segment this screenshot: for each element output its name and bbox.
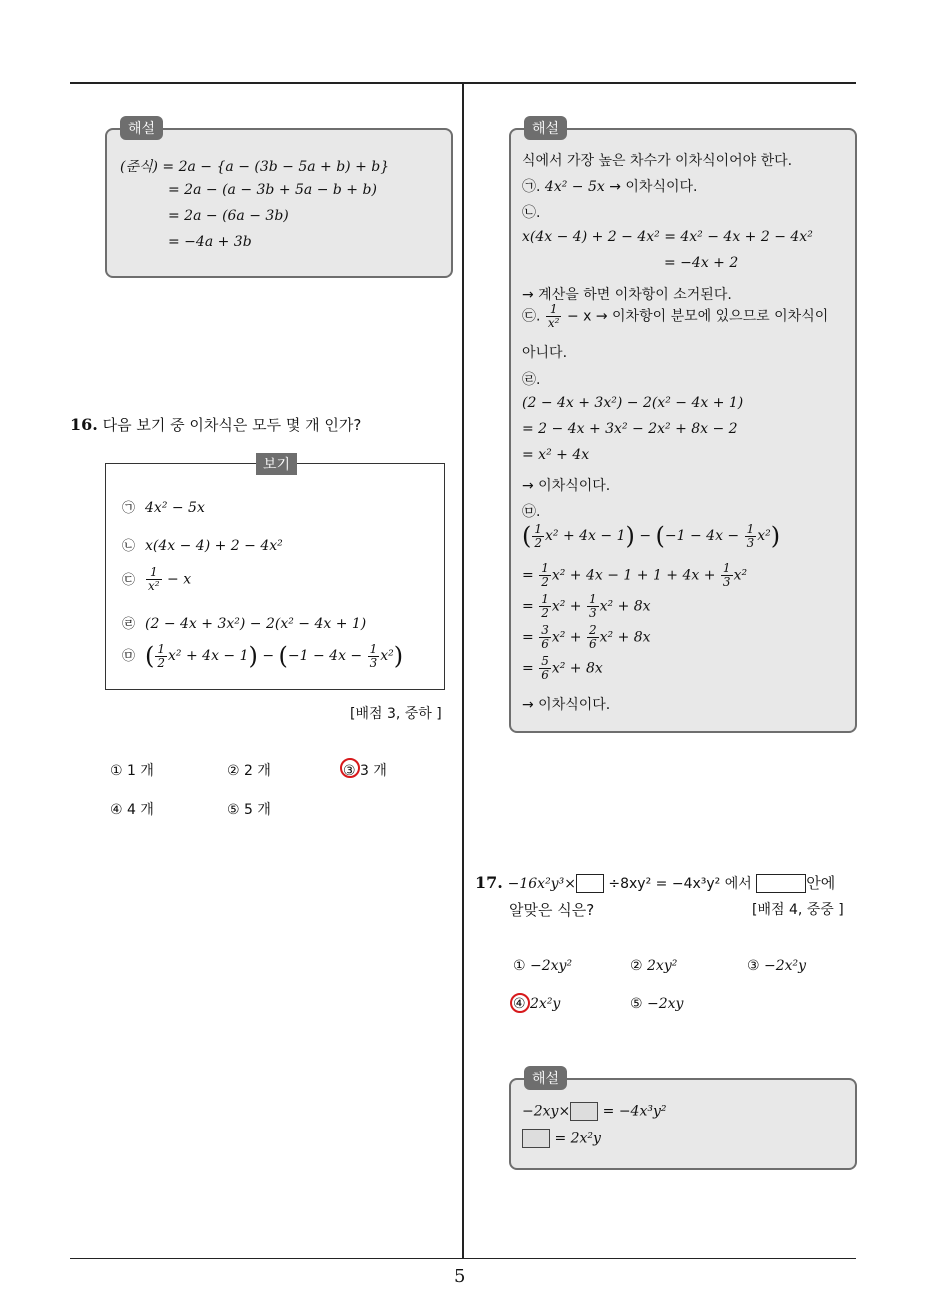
solution-line: = 2a − (6a − 3b) xyxy=(168,208,289,224)
solution-line: = 2a − (a − 3b + 5a − b + b) xyxy=(168,182,377,198)
answer-circle xyxy=(340,758,360,778)
solution-line: = $\frac{3}{6}$ x² + $\frac{2}{6}$ x² + 8x xyxy=(522,623,651,651)
choice-1[interactable]: ① 1 개 xyxy=(110,763,154,779)
column-divider xyxy=(462,84,464,1259)
question-text: 알맞은 식은? xyxy=(509,901,595,919)
example-tag: 보기 xyxy=(256,453,297,475)
choice-4[interactable]: ④ 2x²y xyxy=(513,996,561,1012)
solution-tag: 해설 xyxy=(524,1066,567,1090)
choice-3[interactable]: ③ −2x²y xyxy=(747,958,807,974)
solution-line: = −4a + 3b xyxy=(168,234,252,250)
answer-blank[interactable] xyxy=(576,874,604,893)
solution-line: ㉠. 4x² − 5x → 이차식이다. xyxy=(522,179,698,195)
solution-line: (준식) = 2a − {a − (3b − 5a + b) + b} xyxy=(120,159,390,175)
solution-tag: 해설 xyxy=(524,116,567,140)
solution-line: ㉢. $\frac{1}{\text{x²}}$ − x → 이차항이 분모에 있으므로 이차식이 xyxy=(522,302,829,330)
choice-5[interactable]: ⑤ 5 개 xyxy=(227,802,271,818)
choice-2[interactable]: ② 2 개 xyxy=(227,763,271,779)
solution-line: → 이차식이다. xyxy=(522,697,611,713)
solution-line: = −4x + 2 xyxy=(664,255,739,271)
solution-line: ㉤. xyxy=(522,504,541,520)
solution-line: → 이차식이다. xyxy=(522,478,611,494)
example-item: ㉡ x(4x − 4) + 2 − 4x² xyxy=(122,538,283,554)
choice-3[interactable]: ③ 3 개 xyxy=(343,763,387,779)
solution-line: → 계산을 하면 이차항이 소거된다. xyxy=(522,287,732,303)
question-number: 16. xyxy=(70,415,98,434)
answer-circle xyxy=(510,993,530,1013)
question-number: 17. xyxy=(475,873,503,892)
score-label: [배점 3, 중하 ] xyxy=(350,706,442,722)
solution-line: (2 − 4x + 3x²) − 2(x² − 4x + 1) xyxy=(522,395,744,411)
solution-line: ㉡. xyxy=(522,205,541,221)
bottom-rule xyxy=(70,1258,856,1259)
question-16-title xyxy=(70,414,361,435)
answer-blank[interactable] xyxy=(756,874,806,893)
solution-line: −2xy× = −4x³y² xyxy=(522,1103,667,1120)
solution-line: = 2 − 4x + 3x² − 2x² + 8x − 2 xyxy=(522,421,738,437)
question-text: 다음 보기 중 이차식은 모두 몇 개 인가? xyxy=(102,416,362,434)
choice-5[interactable]: ⑤ −2xy xyxy=(630,996,684,1012)
example-item: ㉤ ( $\frac{1}{2}$ x² + 4x − 1) − (−1 − 4x − $\frac{1}{3}$ x²) xyxy=(122,641,404,670)
solution-line: = $\frac{1}{2}$ x² + 4x − 1 + 1 + 4x + $\frac{1}{3}$ x² xyxy=(522,561,748,589)
solution-box-prev xyxy=(105,128,453,278)
page-number: 5 xyxy=(454,1266,466,1287)
solution-line: 식에서 가장 높은 차수가 이차식이어야 한다. xyxy=(522,153,793,169)
example-item: ㉢ $\frac{1}{\text{x²}}$ − x xyxy=(122,565,192,593)
solution-line: x(4x − 4) + 2 − 4x² = 4x² − 4x + 2 − 4x² xyxy=(522,229,813,245)
example-item: ㉠ 4x² − 5x xyxy=(122,500,205,516)
score-label: [배점 4, 중중 ] xyxy=(752,902,844,918)
solution-line: ㉣. xyxy=(522,372,541,388)
solution-line: ( $\frac{1}{2}$ x² + 4x − 1) − (−1 − 4x − $\frac{1}{3}$ x²) xyxy=(522,521,781,550)
choice-2[interactable]: ② 2xy² xyxy=(630,958,678,974)
choice-4[interactable]: ④ 4 개 xyxy=(110,802,154,818)
solution-line: 아니다. xyxy=(522,345,568,361)
solution-line: = $\frac{1}{2}$ x² + $\frac{1}{3}$ x² + 8x xyxy=(522,592,651,620)
example-item: ㉣ (2 − 4x + 3x²) − 2(x² − 4x + 1) xyxy=(122,616,367,632)
question-17-title: 17. −16x²y³× ÷8xy² = −4x³y² 에서 안에 xyxy=(475,873,836,892)
choice-1[interactable]: ① −2xy² xyxy=(513,958,573,974)
solution-line: = $\frac{5}{6}$ x² + 8x xyxy=(522,654,603,682)
solution-tag: 해설 xyxy=(120,116,163,140)
solution-line: = 2x²y xyxy=(522,1129,601,1148)
solution-line: = x² + 4x xyxy=(522,447,590,463)
solution-box-17 xyxy=(509,1078,857,1170)
